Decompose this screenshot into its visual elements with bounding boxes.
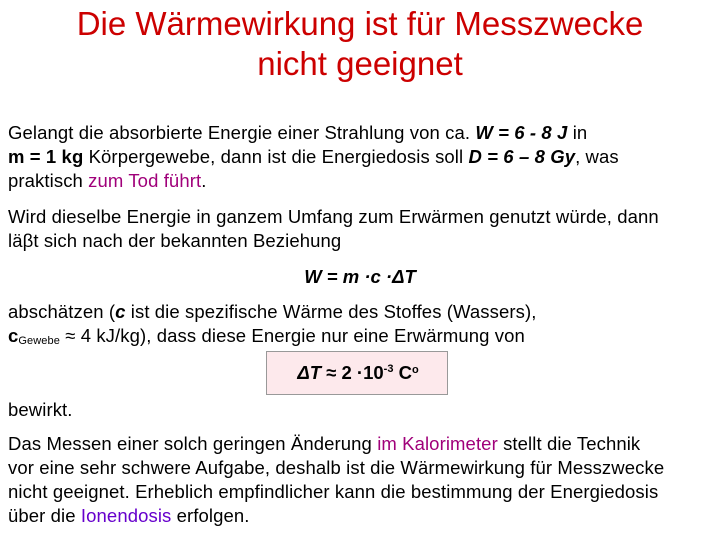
mass-value: m = 1 kg [8,146,84,167]
text-span: Das Messen einer solch geringen Änderung [8,433,378,454]
paragraph-estimate [8,300,714,353]
text-span: erfolgen. [171,505,250,526]
text-span: . [201,170,207,191]
text-span: stellt die Technik [497,433,641,454]
result-unit: C [393,362,412,383]
text-span: Körpergewebe, dann ist die Energiedosis soll [83,146,469,167]
paragraph-line [8,324,714,353]
text-span: in [567,122,588,143]
paragraph-line: Wird dieselbe Energie in ganzem Umfang zum Erwärmen genutzt würde, dann [8,206,659,227]
text-span: praktisch [8,170,89,191]
paragraph-line: bewirkt. [8,399,73,420]
dose-value: D = 6 – 8 Gy [468,146,576,167]
subscript-tissue: Gewebe [18,335,60,347]
text-span: , was [575,146,619,167]
highlight-death: zum Tod führt [88,170,202,191]
title-line-2: nicht geeignet [257,45,463,82]
result-exponent: -3 [383,363,394,375]
symbol-c: c [115,301,126,322]
result-box [266,351,448,395]
paragraph-conclusion [8,432,714,528]
paragraph-line: nicht geeignet. Erheblich empfindlicher kann die bestimmung der Energiedosis [8,481,659,502]
title-line-1: Die Wärmewirkung ist für Messzwecke [76,5,644,42]
paragraph-absorbed-energy [8,121,714,193]
paragraph-line [8,145,714,169]
symbol-c-tissue: c [8,325,19,346]
result-temperature [267,362,449,384]
highlight-ion-dose: Ionendosis [80,505,172,526]
paragraph-line [8,432,714,456]
text-span: ≈ 4 kJ/kg), dass diese Energie nur eine Erwärmung von [59,325,525,346]
text-span: über die [8,505,81,526]
delta-t-symbol: ΔT [297,362,322,383]
paragraph-bewirkt [8,398,714,422]
text-span: Gelangt die absorbierte Energie einer Strahlung von ca. [8,122,476,143]
slide-title [0,4,720,84]
text-span: abschätzen ( [8,301,116,322]
paragraph-heating [8,205,714,253]
result-value: ≈ 2 ·10 [321,362,384,383]
text-span: ist die spezifische Wärme des Stoffes (Wassers), [125,301,537,322]
paragraph-line: läβt sich nach der bekannten Beziehung [8,230,342,251]
paragraph-line [8,169,714,193]
paragraph-line: vor eine sehr schwere Aufgabe, deshalb ist die Wärmewirkung für Messzwecke [8,457,665,478]
paragraph-line [8,121,714,145]
highlight-calorimeter: im Kalorimeter [377,433,498,454]
formula-heat: W = m ·c ·ΔT [304,266,416,287]
degree-mark: o [411,364,419,376]
paragraph-line [8,300,714,324]
energy-value: W = 6 - 8 J [475,122,568,143]
paragraph-line [8,504,714,528]
